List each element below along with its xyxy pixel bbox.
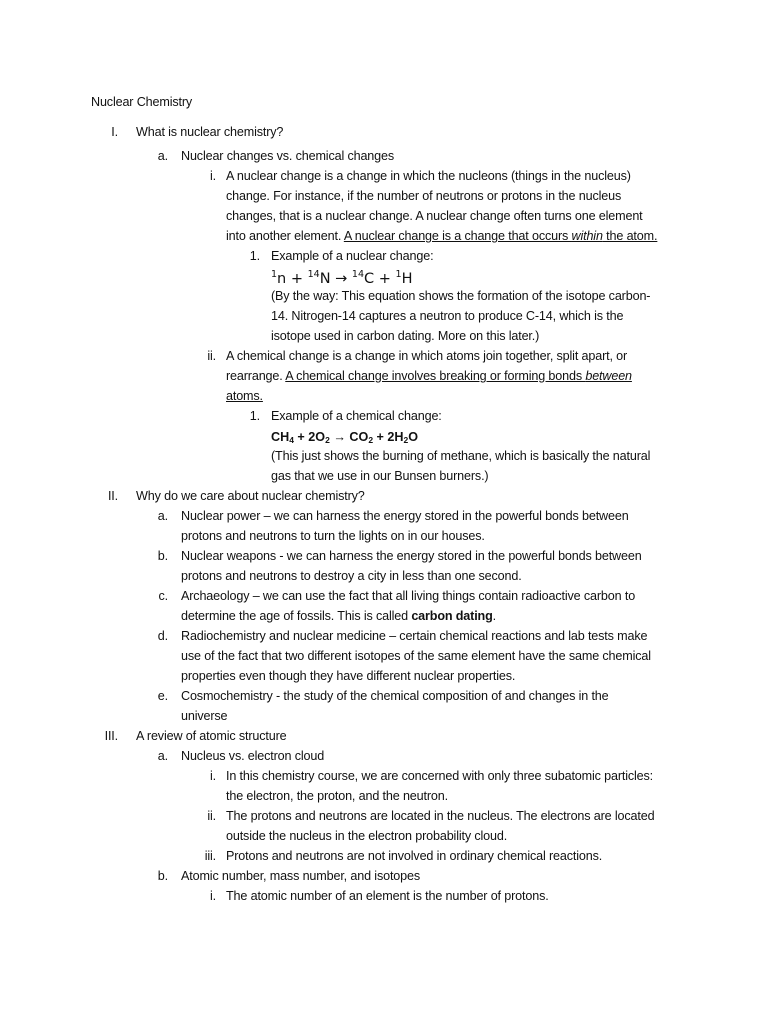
item-marker: i. [210, 769, 216, 783]
subsection-marker: e. [157, 689, 168, 703]
text-line: A chemical change is a change in which atoms join together, split apart, or [226, 349, 628, 363]
item-marker: ii. [207, 349, 216, 363]
item-marker: i. [210, 169, 216, 183]
text-run: . [492, 609, 496, 623]
text-line: outside the nucleus in the electron probability cloud. [226, 829, 508, 843]
text-line: Nuclear weapons - we can harness the energy stored in the powerful bonds between [181, 549, 642, 563]
text-line: universe [181, 709, 228, 723]
text-line: the electron, the proton, and the neutron. [226, 789, 448, 803]
example-label: Example of a chemical change: [271, 409, 442, 423]
mass-number: 1 [271, 269, 278, 280]
text-line: In this chemistry course, we are concerned with only three subatomic particles: [226, 769, 654, 783]
section-1-heading: What is nuclear chemistry? [136, 125, 284, 139]
text-run: rearrange. [226, 369, 286, 383]
eq-term: CH [271, 430, 290, 444]
example-label: Example of a nuclear change: [271, 249, 434, 263]
subsection-marker: b. [157, 549, 168, 563]
text-line: Archaeology – we can use the fact that all living things contain radioactive carbon to [181, 589, 636, 603]
section-2-heading: Why do we care about nuclear chemistry? [136, 489, 365, 503]
emphasis-text: within [571, 229, 603, 243]
subsection-marker: a. [157, 749, 168, 763]
section-marker-2: II. [107, 489, 118, 503]
text-line: protons and neutrons to destroy a city in less than one second. [181, 569, 522, 583]
text-line: Cosmochemistry - the study of the chemical composition of and changes in the [181, 689, 609, 703]
subsection-marker: d. [157, 629, 168, 643]
eq-term: + 2H [373, 430, 404, 444]
subsection-marker: a. [157, 509, 168, 523]
text-run: A chemical change involves breaking or forming bonds [285, 369, 586, 383]
section-marker-3: III. [104, 729, 118, 743]
eq-term: C + [364, 271, 396, 287]
subscript: 2 [403, 435, 409, 445]
eq-term: O [408, 430, 419, 444]
item-marker: 1. [249, 249, 260, 263]
text-line: (This just shows the burning of methane, which is basically the natural [271, 449, 651, 463]
subscript: 2 [325, 435, 330, 445]
text-line: protons and neutrons to turn the lights on in our houses. [181, 529, 485, 543]
text-line: isotope used in carbon dating. More on this later.) [271, 329, 540, 343]
text-line: changes, that is a nuclear change. A nuclear change often turns one element [226, 209, 643, 223]
eq-term: N → [319, 271, 352, 287]
item-marker: iii. [204, 849, 216, 863]
text-line [226, 366, 632, 386]
text-line: Nuclear power – we can harness the energy stored in the powerful bonds between [181, 509, 629, 523]
text-run: the atom. [602, 229, 658, 243]
item-marker: ii. [207, 809, 216, 823]
underlined-phrase [285, 369, 632, 383]
subsection-marker: c. [158, 589, 168, 603]
section-1a-heading: Nuclear changes vs. chemical changes [181, 149, 395, 163]
text-line: Radiochemistry and nuclear medicine – certain chemical reactions and lab tests make [181, 629, 648, 643]
text-line: gas that we use in our Bunsen burners.) [271, 469, 489, 483]
subscript: 4 [289, 435, 294, 445]
subscript: 2 [368, 435, 374, 445]
text-line: 14. Nitrogen-14 captures a neutron to produce C-14, which is the [271, 309, 624, 323]
text-line [181, 606, 496, 626]
mass-number: 14 [351, 269, 365, 280]
text-line: (By the way: This equation shows the formation of the isotope carbon- [271, 289, 651, 303]
section-3b-heading: Atomic number, mass number, and isotopes [181, 869, 420, 883]
section-3a-heading: Nucleus vs. electron cloud [181, 749, 325, 763]
subsection-marker: b. [157, 869, 168, 883]
text-run: into another element. [226, 229, 344, 243]
eq-term: H [401, 271, 413, 287]
eq-term: n + [277, 271, 308, 287]
item-marker: i. [210, 889, 216, 903]
text-line: The atomic number of an element is the number of protons. [226, 889, 549, 903]
section-marker-1: I. [111, 125, 118, 139]
document-title: Nuclear Chemistry [91, 95, 193, 109]
text-line: The protons and neutrons are located in the nucleus. The electrons are located [226, 809, 655, 823]
underlined-phrase: atoms. [226, 389, 263, 403]
eq-term: → CO [329, 430, 369, 444]
eq-term: + 2O [293, 430, 326, 444]
underlined-phrase [344, 229, 658, 243]
section-3-heading: A review of atomic structure [136, 729, 287, 743]
text-line: use of the fact that two different isotopes of the same element have the same chemical [181, 649, 651, 663]
text-line: Protons and neutrons are not involved in ordinary chemical reactions. [226, 849, 603, 863]
text-line [226, 226, 657, 246]
mass-number: 14 [307, 269, 320, 280]
text-line: A nuclear change is a change in which the nucleons (things in the nucleus) [226, 169, 631, 183]
item-marker: 1. [249, 409, 260, 423]
subsection-marker: a. [157, 149, 168, 163]
text-line: properties even though they have different nuclear properties. [181, 669, 516, 683]
mass-number: 1 [395, 269, 402, 280]
emphasis-text: between [585, 369, 632, 383]
text-run: A nuclear change is a change that occurs [343, 229, 572, 243]
text-line: change. For instance, if the number of neutrons or protons in the nucleus [226, 189, 622, 203]
text-run: determine the age of fossils. This is called [181, 609, 412, 623]
bold-term: carbon dating [411, 609, 493, 623]
